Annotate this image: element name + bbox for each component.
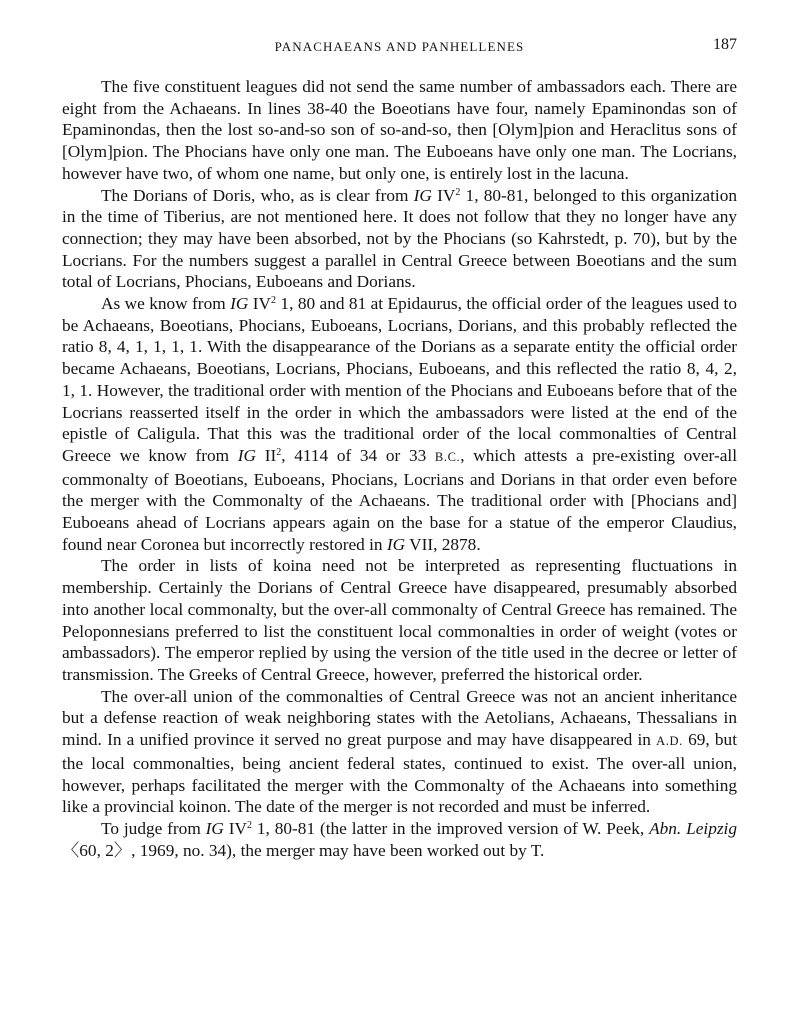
text-run: 〈60, 2〉, 1969, no. 34), the merger may have been worked out by T. (62, 840, 545, 860)
inscription-ref: IG (386, 534, 406, 554)
text-run: The over-all union of the commonalties of Central Greece was not an ancient inheritance but a defense reaction of weak neighboring states with the Aetolians, Achaeans, Thessalians in mind. In a unified province it served no great purpose and may have disappeared in (62, 686, 737, 750)
text-run: The five constituent leagues did not send the same number of ambassadors each. There are eight from the Achaeans. In lines 38-40 the Boeotians have four, namely Epaminondas son of Epaminondas, then the lost so-and-so son of so-and-so, then [Olym]pion and Heraclitus sons of [Olym]pion. The Phocians have only one man. The Euboeans have only one man. The Locrians, however have two, of whom one name, but only one, is entirely lost in the lacuna. (62, 77, 737, 183)
journal-title: Abn. Leipzig (649, 818, 738, 838)
text-run: , which attests a pre-existing over-all commonalty of Boeotians, Euboeans, Phocians, Locrians and Dorians in that order even before the merger with the Commonalty of the Achaeans. The traditional order with [Phocians and] Euboeans ahead of Locrians appears again on the base for a statue of the emperor Claudius, found near Coronea but incorrectly restored in (62, 445, 737, 554)
era-abbrev: B.C. (434, 449, 461, 464)
inscription-ref: IG (413, 185, 432, 205)
text-run: IV (431, 185, 456, 205)
text-run: The order in lists of koina need not be interpreted as representing fluctuations in membership. Certainly the Dorians of Central Greece have disappeared, presumably absorbed into another local commonalty, but the over-all commonalty of Central Greece has remained. The Peloponnesians preferred to list the constituent local commonalties in order of weight (votes or ambassadors). The emperor replied by using the version of the title used in the decree or letter of transmission. The Greeks of Central Greece, however, preferred the historical order. (62, 556, 737, 684)
page-number: 187 (713, 36, 737, 53)
inscription-ref: IG (237, 445, 257, 465)
text-run: VII, 2878. (405, 534, 481, 554)
superscript: 2 (271, 295, 276, 307)
text-run: , 4114 of 34 or 33 (281, 445, 435, 465)
text-run: 1, 80-81 (the latter in the improved version of W. Peek, (252, 818, 650, 838)
text-run: 69, but the local commonalties, being ancient federal states, continued to exist. The over-all union, however, perhaps facilitated the merger with the Commonalty of the Achaeans into something like a provincial koinon. The date of the merger is not recorded and must be inferred. (62, 730, 737, 817)
superscript: 2 (247, 819, 253, 831)
superscript: 2 (455, 186, 461, 198)
paragraph-1 (62, 76, 737, 185)
text-run: To judge from (101, 818, 206, 838)
superscript: 2 (276, 446, 282, 458)
text-run: II (256, 445, 277, 465)
inscription-ref: IG (230, 294, 249, 314)
text-run: As we know from (101, 294, 231, 314)
paragraph-4 (62, 555, 737, 685)
text-run: The Dorians of Doris, who, as is clear from (101, 185, 414, 205)
text-run: 1, 80-81, belonged to this organization in the time of Tiberius, are not mentioned here. It does not follow that they no longer have any connection; they may have been absorbed, not by the Phocians (so Kahrstedt, p. 70), but by the Locrians. For the numbers suggest a parallel in Central Greece between Boeotians and the sum total of Locrians, Phocians, Euboeans and Dorians. (62, 185, 737, 292)
paragraph-5 (62, 686, 737, 818)
text-run: 1, 80 and 81 at Epidaurus, the official order of the leagues used to be Achaeans, Boeotians, Phocians, Euboeans, Locrians, Dorians, and this probably reflected the ratio 8, 4, 1, 1, 1, 1. With the disappearance of the Dorians as a separate entity the official order became Achaeans, Boeotians, Locrians, Phocians, Euboeans, and this reflected the ratio 8, 4, 2, 1, 1. However, the traditional order with mention of the Phocians and Euboeans before that of the Locrians reasserted itself in the order in which the ambassadors were listed at the end of the epistle of Caligula. That this was the traditional order of the local commonalties of Central Greece we know from (62, 294, 737, 465)
paragraph-3 (62, 293, 737, 555)
paragraph-2 (62, 185, 737, 294)
page-header (62, 34, 737, 56)
page (62, 34, 737, 861)
running-head: PANACHAEANS AND PANHELLENES (274, 39, 525, 54)
era-abbrev: A.D. (656, 734, 683, 749)
inscription-ref: IG (205, 818, 224, 838)
text-run: IV (223, 818, 248, 838)
paragraph-6 (62, 818, 737, 861)
text-run: IV (248, 294, 271, 314)
